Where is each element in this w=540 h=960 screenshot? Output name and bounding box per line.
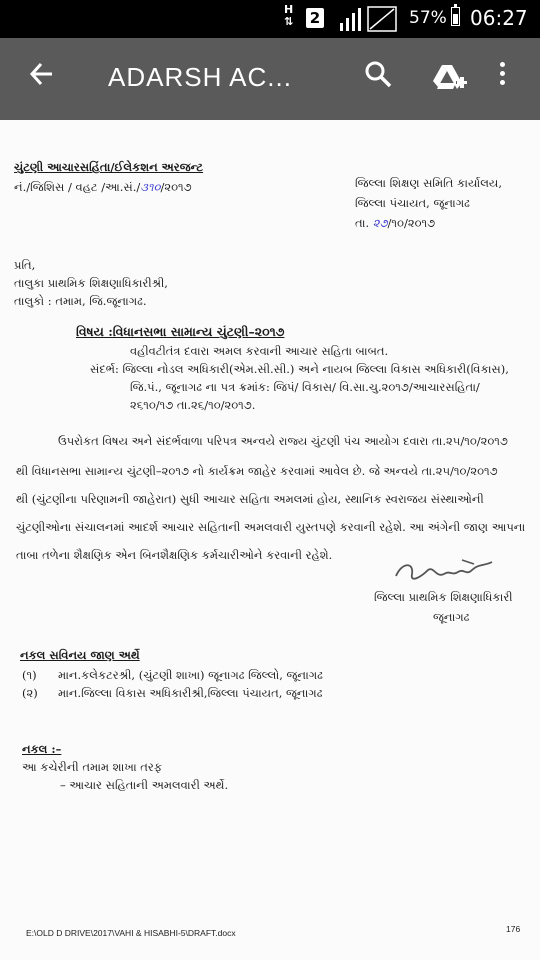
reference-line-3: ૨૬૧૦/૧૭ તા.૨૬/૧૦/૨૦૧૭. (130, 398, 256, 412)
signature-image (392, 554, 502, 590)
copy-item-2-text: માન.જિલ્લા વિકાસ અધિકારીશ્રી,જિલ્લા પંચાયત, જૂનાગઢ (58, 686, 323, 700)
signatory-location: જૂનાગઢ (433, 610, 470, 624)
office-name: જિલ્લા શિક્ષણ સમિતિ કાર્યાલય, (355, 176, 502, 190)
search-icon[interactable] (364, 60, 392, 88)
recipient-prefix: પ્રતિ, (14, 258, 36, 272)
ref-number: ૩૧૦ (140, 180, 161, 194)
copy-item-1-text: માન.કલેકટરશ્રી, (ચુંટણી શાખા) જૂનાગઢ જિલ્લો, જૂનાગઢ (58, 668, 323, 682)
ref-suffix: /૨૦૧૭ (160, 180, 192, 194)
office-address: જિલ્લા પંચાયત, જૂનાગઢ (355, 196, 470, 210)
date-day: ૨૭ (372, 216, 388, 230)
header-reference-number (14, 180, 192, 195)
signal-icon (338, 5, 402, 33)
footer-file-path: E:\OLD D DRIVE\2017\VAHI & HISABHI-5\DRAFT.docx (26, 928, 236, 938)
letter-date (355, 216, 435, 231)
battery-percent: 57% (409, 8, 447, 28)
document-title: ADARSH AC... (108, 62, 292, 92)
body-line-1: ઉપરોકત વિષય અને સંદર્ભવાળા પરિપત્ર અન્વયે રાજ્ય ચુંટણી પંચ આયોગ દવારા તા.૨૫/૧૦/૨૦૧૭ (58, 434, 508, 448)
copy2-line-1: આ કચેરીની તમામ શાખા તરફ (22, 760, 163, 774)
copy-item-2-number: (૨) (22, 686, 38, 700)
signatory-title: જિલ્લા પ્રાથમિક શિક્ષણાધિકારી (374, 590, 513, 604)
network-type-indicator: H ⇅ (284, 3, 294, 28)
drive-add-icon[interactable] (432, 63, 468, 91)
recipient-location: તાલુકો : તમામ, જિ.જૂનાગઢ. (14, 294, 147, 308)
subject-detail: વહીવટીતંત્ર દવારા અમલ કરવાની આચાર સહિતા બાબત. (130, 344, 389, 358)
footer-page-number: 176 (506, 924, 521, 934)
status-bar (0, 0, 540, 38)
body-line-2: થી વિધાનસભા સામાન્ય ચુંટણી–૨૦૧૭ નો કાર્યક્રમ જાહેર કરવામાં આવેલ છે. જે અન્વયે તા.૨૫/૧૦/૨૦૧૭ (16, 464, 498, 478)
recipient-title: તાલુકા પ્રાથમિક શિક્ષણાધિકારીશ્રી, (14, 276, 168, 290)
subject-heading: વિષય :વિધાનસભા સામાન્ય ચુંટણી–૨૦૧૭ (76, 324, 285, 339)
copy-heading: નકલ સવિનય જાણ અર્થે (20, 648, 140, 662)
reference-line-2: જિ.પં., જૂનાગઢ ના પત્ર ક્રમાંક: જિપં/ વિકાસ/ વિ.સા.ચુ.૨૦૧૭/આચારસહિતા/ (130, 380, 480, 394)
body-line-5: તાબા તળેના શૈક્ષણિક એન બિનશૈક્ષણિક કર્મચારીઓને કરવાની રહેશે. (16, 548, 333, 562)
copy2-line-2: – આચાર સહિતાની અમલવારી અર્થે. (60, 778, 229, 792)
sim-badge: 2 (306, 8, 324, 28)
app-toolbar (0, 38, 540, 120)
ref-prefix: નં./જિશિસ / વહટ /આ.સં./ (14, 180, 141, 194)
date-prefix: તા. (355, 216, 373, 230)
body-line-4: ચુંટણીઓના સંચાલનમાં આદર્શ આચાર સહિતાની અમલવારી યુસ્તપણે કરવાની રહેશે. આ અંગેની જાણ આપના (16, 520, 526, 534)
date-suffix: /૧૦/૨૦૧૭ (387, 216, 436, 230)
more-options-icon[interactable] (500, 62, 506, 89)
body-line-3: થી (ચુંટણીના પરિણામની જાહેરાત) સુધી આચાર સહિતા અમલમાં હોય, સ્થાનિક સ્વરાજય સંસ્થાઓની (16, 492, 484, 506)
back-arrow-icon[interactable] (28, 60, 56, 88)
document-page (0, 120, 540, 960)
header-urgent: ચુંટણી આચારસહિંતા/ઈલેકશન અરજન્ટ (14, 160, 204, 174)
copy2-heading: નકલ :– (22, 742, 62, 756)
reference-line-1: સંદર્ભ: જિલ્લા નોડલ અધિકારી(એમ.સી.સી.) અને નાયબ જિલ્લા વિકાસ અધિકારી(વિકાસ), (90, 362, 509, 376)
battery-icon (451, 7, 460, 26)
copy-item-1-number: (૧) (22, 668, 37, 682)
clock: 06:27 (470, 6, 528, 30)
